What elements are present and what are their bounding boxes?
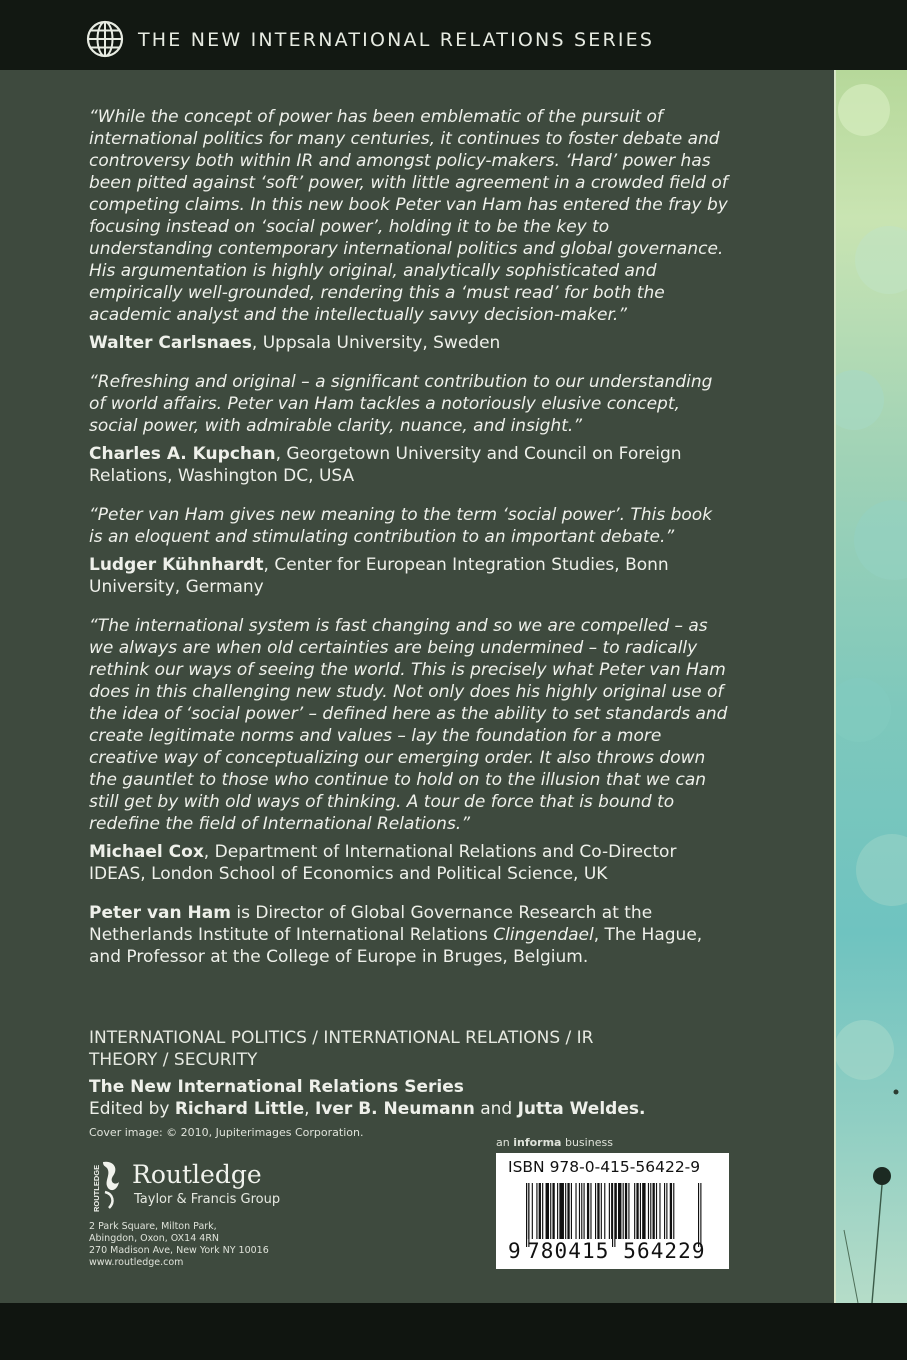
barcode-bar bbox=[542, 1183, 543, 1239]
endorsement-attribution bbox=[89, 443, 729, 487]
barcode-bar bbox=[664, 1183, 665, 1239]
barcode-bar bbox=[618, 1183, 621, 1239]
endorsement-quote: “Peter van Ham gives new meaning to the term ‘social power’. This book is an eloquent and stimulating contribution to an important debate.” bbox=[89, 505, 713, 547]
barcode-bar bbox=[601, 1183, 602, 1239]
barcode-bar bbox=[623, 1183, 624, 1239]
address-line: 2 Park Square, Milton Park, bbox=[89, 1221, 217, 1232]
series-name: The New International Relations Series bbox=[89, 1077, 464, 1097]
barcode-bar bbox=[579, 1183, 580, 1239]
barcode-bar bbox=[536, 1183, 537, 1239]
spine-edge bbox=[834, 70, 836, 1303]
barcode-bar bbox=[636, 1183, 638, 1239]
editor-conjunction: and bbox=[474, 1099, 518, 1119]
publisher-name: Routledge bbox=[132, 1160, 262, 1189]
endorser-affiliation: , Center for European Integration Studies, Bonn University, Germany bbox=[89, 555, 669, 597]
spine-artwork-image bbox=[834, 70, 907, 1303]
editor-name: Jutta Weldes. bbox=[517, 1099, 646, 1119]
series-editors bbox=[89, 1098, 645, 1120]
series-title: THE NEW INTERNATIONAL RELATIONS SERIES bbox=[138, 29, 655, 51]
endorser-affiliation: , Uppsala University, Sweden bbox=[251, 333, 501, 353]
barcode-bar bbox=[670, 1183, 672, 1239]
barcode-bar bbox=[595, 1183, 596, 1239]
endorsement-attribution bbox=[89, 841, 729, 885]
endorsement-quote: “The international system is fast changing and so we are compelled – as we always are when old certainties are being undermined – to radically rethink our ways of seeing the world. This is precisely what Peter van Ham does in this challenging new study. Not only does his highly original use of the idea of ‘social power’ – defined here as the ability to set standards and create legitimate norms and values – lay the foundation for a more creative way of conceptualizing our emerging order. It also throws down the gauntlet to those who continue to hold on to the illusion that we can still get by with old ways of thinking. A tour de force that is bound to redefine the field of International Relations.” bbox=[89, 616, 728, 834]
barcode-bar bbox=[550, 1183, 551, 1239]
isbn-number: ISBN 978-0-415-56422-9 bbox=[508, 1158, 701, 1176]
barcode-bar bbox=[650, 1183, 651, 1239]
barcode-bar bbox=[557, 1183, 558, 1239]
barcode-digits: 780415 564229 bbox=[527, 1239, 706, 1263]
endorser-name: Ludger Kühnhardt bbox=[89, 555, 264, 575]
barcode-bar bbox=[532, 1183, 533, 1239]
barcode-bar bbox=[565, 1183, 566, 1239]
barcode-bar bbox=[640, 1183, 641, 1239]
barcode-bar bbox=[604, 1183, 605, 1239]
endorsement-quote: “Refreshing and original – a significant contribution to our understanding of world affairs. Peter van Ham tackles a notoriously elusive concept, social power, with admirable clarity, nuance, and insight.” bbox=[89, 372, 713, 436]
spine-artwork bbox=[834, 70, 907, 1303]
barcode-bar bbox=[567, 1183, 569, 1239]
editor-separator: , bbox=[304, 1099, 315, 1119]
author-name: Peter van Ham bbox=[89, 903, 231, 923]
barcode-guard-bar bbox=[700, 1183, 701, 1247]
bottom-band bbox=[0, 1303, 907, 1360]
barcode-bar bbox=[642, 1183, 645, 1239]
editor-name: Richard Little bbox=[174, 1099, 305, 1119]
barcode-bar bbox=[571, 1183, 572, 1239]
barcode-bar bbox=[634, 1183, 635, 1239]
barcode-guard-bar bbox=[698, 1183, 699, 1247]
barcode-bar bbox=[597, 1183, 599, 1239]
barcode-bar bbox=[581, 1183, 582, 1239]
endorsements bbox=[89, 106, 729, 968]
barcode-bar bbox=[587, 1183, 589, 1239]
informa-brand: informa bbox=[513, 1136, 562, 1149]
barcode-bar bbox=[656, 1183, 657, 1239]
publisher-address bbox=[89, 1221, 269, 1269]
barcode-bar bbox=[559, 1183, 564, 1239]
endorsement-attribution bbox=[89, 554, 729, 598]
barcode-bar bbox=[584, 1183, 585, 1239]
endorsement-4 bbox=[89, 615, 729, 885]
barcode-bar bbox=[673, 1183, 674, 1239]
endorsement-3 bbox=[89, 504, 729, 598]
barcode-bar bbox=[575, 1183, 576, 1239]
publisher-group: Taylor & Francis Group bbox=[134, 1192, 281, 1207]
editor-name: Iver B. Neumann bbox=[314, 1099, 475, 1119]
endorsement-1 bbox=[89, 106, 729, 354]
barcode-bar bbox=[539, 1183, 541, 1239]
cover-credit: Cover image: © 2010, Jupiterimages Corporation. bbox=[89, 1126, 364, 1139]
barcode-bar bbox=[666, 1183, 667, 1239]
institute-name: Clingendael bbox=[493, 925, 594, 945]
endorser-affiliation: , Department of International Relations and Co-Director IDEAS, London School of Economics and Political Science, UK bbox=[89, 842, 677, 884]
address-line: 270 Madison Ave, New York NY 10016 bbox=[89, 1245, 269, 1256]
routledge-logo-icon bbox=[89, 1158, 121, 1214]
barcode-guard-bar bbox=[526, 1183, 527, 1247]
barcode-guard-bar bbox=[528, 1183, 529, 1247]
subject-categories: INTERNATIONAL POLITICS / INTERNATIONAL RELATIONS / IR THEORY / SECURITY bbox=[89, 1028, 594, 1070]
logo-vertical-text: ROUTLEDGE bbox=[92, 1164, 101, 1212]
barcode-bar bbox=[590, 1183, 591, 1239]
publisher-url: www.routledge.com bbox=[89, 1257, 184, 1268]
endorser-affiliation: , Georgetown University and Council on Foreign Relations, Washington DC, USA bbox=[89, 444, 682, 486]
barcode-first-digit: 9 bbox=[508, 1239, 521, 1263]
address-line: Abingdon, Oxon, OX14 4RN bbox=[89, 1233, 220, 1244]
endorser-name: Charles A. Kupchan bbox=[89, 444, 276, 464]
informa-business-label bbox=[496, 1136, 613, 1150]
informa-prefix: an bbox=[496, 1136, 514, 1149]
barcode-guard-bar bbox=[612, 1183, 613, 1247]
barcode-bar bbox=[659, 1183, 660, 1239]
endorser-name: Michael Cox bbox=[89, 842, 204, 862]
barcode-bar bbox=[546, 1183, 549, 1239]
barcode-bar bbox=[625, 1183, 627, 1239]
globe-icon bbox=[86, 20, 124, 58]
author-bio-text-end: , The Hague, and Professor at the College of Europe in Bruges, Belgium. bbox=[89, 925, 703, 967]
endorsement-2 bbox=[89, 371, 729, 487]
endorsement-attribution bbox=[89, 332, 729, 354]
barcode-guard-bar bbox=[614, 1183, 615, 1247]
author-bio bbox=[89, 902, 729, 968]
barcode-bar bbox=[609, 1183, 610, 1239]
barcode-bar bbox=[628, 1183, 629, 1239]
barcode-bar bbox=[552, 1183, 554, 1239]
endorser-name: Walter Carlsnaes bbox=[89, 333, 252, 353]
endorsement-quote: “While the concept of power has been emblematic of the pursuit of international politics for many centuries, it continues to foster debate and controversy both within IR and amongst policy-makers. ‘Hard’ power has been pitted against ‘soft’ power, with little agreement in a crowded field of competing claims. In this new book Peter van Ham has entered the fray by focusing instead on ‘social power’, holding it to be the key to understanding contemporary international politics and global governance. His argumentation is highly original, analytically sophisticated and empirically well-grounded, rendering this a ‘must read’ for both the academic analyst and the intellectually savvy decision-maker.” bbox=[89, 107, 728, 325]
edited-by-label: Edited by bbox=[89, 1099, 175, 1119]
barcode-bar bbox=[653, 1183, 655, 1239]
informa-suffix: business bbox=[561, 1136, 613, 1149]
isbn-barcode bbox=[496, 1153, 729, 1269]
barcode-bar bbox=[648, 1183, 649, 1239]
author-bio-text: is Director of Global Governance Research at the Netherlands Institute of International Relations bbox=[89, 903, 653, 945]
